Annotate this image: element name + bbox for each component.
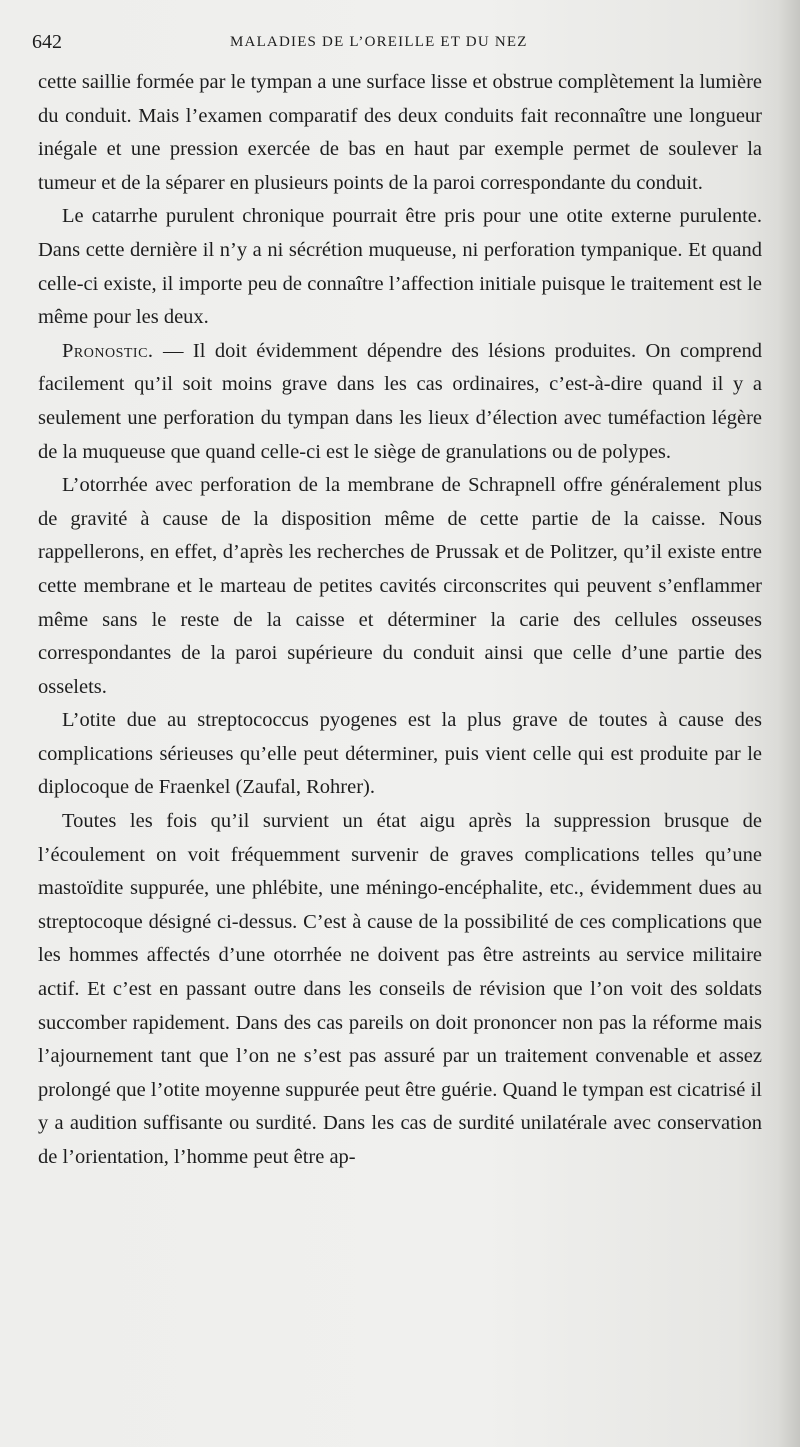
- running-head: [32, 28, 752, 56]
- paragraph-text: L’otite due au streptococcus pyogenes est la plus grave de toutes à cause des complications sérieuses qu’elle peut déterminer, puis vient celle qui est produite par le diplocoque de Fraenkel (Zaufal, Rohrer).: [38, 709, 762, 799]
- paragraph: [38, 704, 762, 805]
- paragraph-text: cette saillie formée par le tympan a une surface lisse et obstrue complètement la lumière du conduit. Mais l’examen comparatif des deux conduits fait reconnaître une longueur inégale et une pression exercée de bas en haut par exemple permet de soulever la tumeur et de la séparer en plusieurs points de la paroi correspondante du conduit.: [38, 71, 762, 194]
- body-text: [38, 66, 762, 1175]
- paragraph-text: Toutes les fois qu’il survient un état aigu après la suppression brusque de l’écoulement on voit fréquemment survenir de graves complications telles qu’une mastoïdite suppurée, une phlébite, une méningo-encéphalite, etc., évidemment dues au streptocoque désigné ci-dessus. C’est à cause de la possibilité de ces complications que les hommes affectés d’une otorrhée ne doivent pas être astreints au service militaire actif. Et c’est en passant outre dans les conseils de révision que l’on voit des soldats succomber rapidement. Dans des cas pareils on doit prononcer non pas la réforme mais l’ajournement tant que l’on ne s’est pas assuré par un traitement convenable et assez prolongé que l’otite moyenne suppurée peut être guérie. Quand le tympan est cicatrisé il y a audition suffisante ou surdité. Dans les cas de surdité unilatérale avec conservation de l’orientation, l’homme peut être ap-: [38, 810, 762, 1168]
- paragraph-text: — Il doit évidemment dépendre des lésions produites. On comprend facilement qu’il soit moins grave dans les cas ordinaires, c’est-à-dire quand il y a seulement une perforation du tympan dans les lieux d’élection avec tuméfaction légère de la muqueuse que quand celle-ci est le siège de granulations ou de polypes.: [38, 339, 762, 463]
- page-number: 642: [32, 31, 62, 53]
- paragraph-text: Le catarrhe purulent chronique pourrait être pris pour une otite externe purulente. Dans cette dernière il n’y a ni sécrétion muqueuse, ni perforation tympanique. Et quand celle-ci existe, il importe peu de connaître l’affection initiale puisque le traitement est le même pour les deux.: [38, 205, 762, 329]
- paragraph-prognosis: [38, 335, 762, 469]
- paragraph-continued: [38, 66, 762, 200]
- section-heading-pronostic: Pronostic.: [62, 339, 154, 362]
- paragraph-text: L’otorrhée avec perforation de la membrane de Schrapnell offre généralement plus de gravité à cause de la disposition même de cette partie de la caisse. Nous rappellerons, en effet, d’après les recherches de Prussak et de Politzer, qu’il existe entre cette membrane et le marteau de petites cavités circonscrites qui peuvent s’enflammer même sans le reste de la caisse et déterminer la carie des cellules osseuses correspondantes de la paroi supérieure du conduit ainsi que celle d’une partie des osselets.: [38, 474, 762, 698]
- paragraph: [38, 200, 762, 334]
- paragraph: [38, 469, 762, 704]
- paragraph: [38, 805, 762, 1175]
- running-title: MALADIES DE L’OREILLE ET DU NEZ: [230, 34, 528, 50]
- page-edge-shadow: [778, 0, 800, 1447]
